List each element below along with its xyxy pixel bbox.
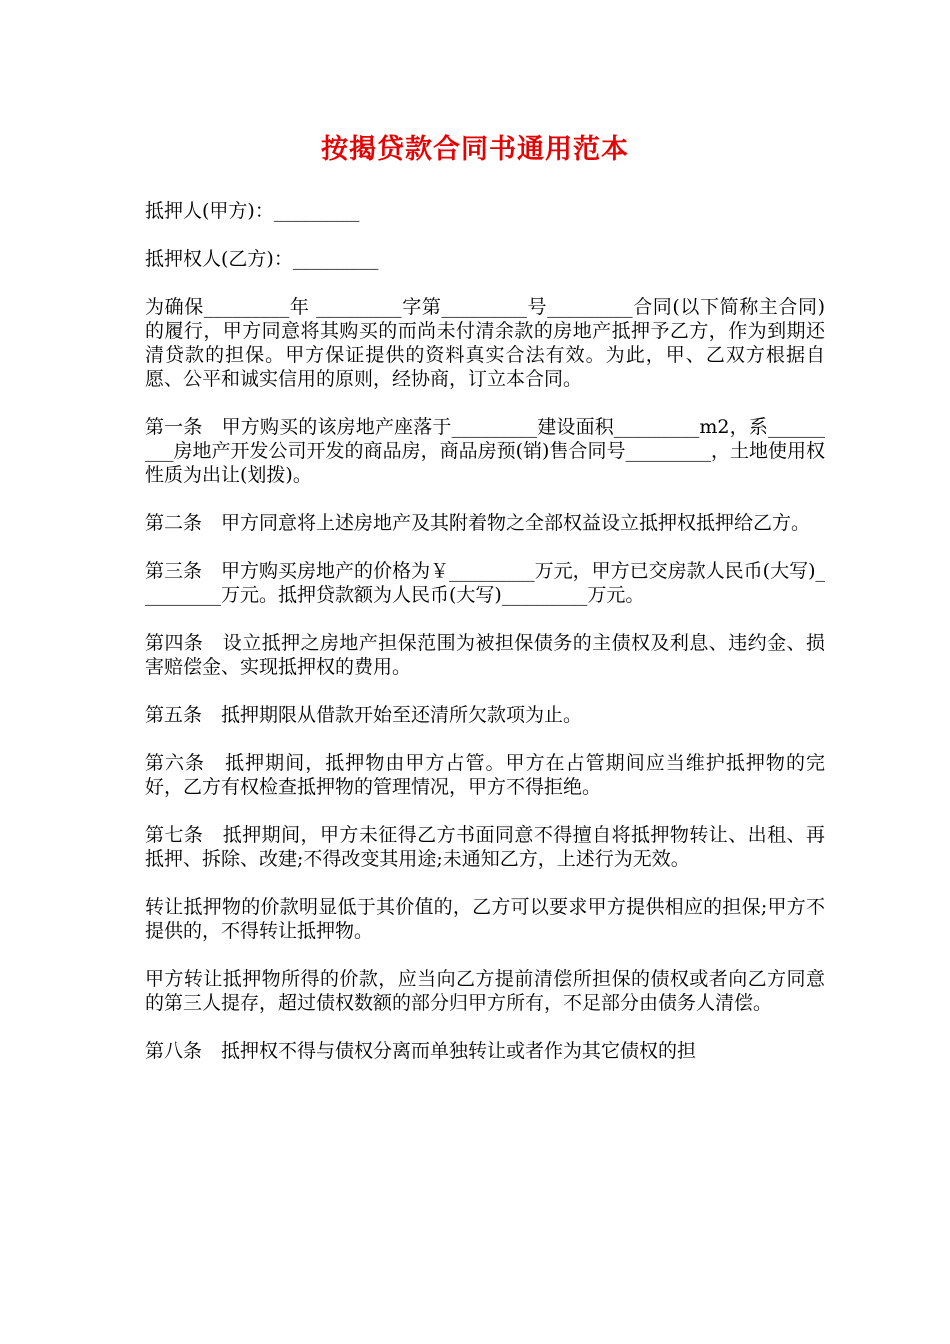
party-b-line: 抵押权人(乙方)：_________ bbox=[145, 248, 379, 270]
preamble-paragraph: 为确保_________年 _________字第_________号_________合同(以下简称主合同)的履行，甲方同意将其购买的而尚未付清余款的房地产抵押予乙方，作为到期还清贷款的担保。甲方保证提供的资料真实合法有效。为此，甲、乙双方根据自愿、公平和诚实信用的原则，经协商，订立本合同。 bbox=[145, 296, 825, 390]
article-4-paragraph: 第四条 设立抵押之房地产担保范围为被担保债务的主债权及利息、违约金、损害赔偿金、实现抵押权的费用。 bbox=[145, 632, 825, 678]
article-7-paragraph: 第七条 抵押期间，甲方未征得乙方书面同意不得擅自将抵押物转让、出租、再抵押、拆除、改建;不得改变其用途;未通知乙方，上述行为无效。 bbox=[145, 824, 825, 870]
article-7-clause-3: 甲方转让抵押物所得的价款，应当向乙方提前清偿所担保的债权或者向乙方同意的第三人提存，超过债权数额的部分归甲方所有，不足部分由债务人清偿。 bbox=[145, 968, 825, 1014]
article-8-paragraph: 第八条 抵押权不得与债权分离而单独转让或者作为其它债权的担 bbox=[145, 1040, 697, 1062]
article-2-paragraph: 第二条 甲方同意将上述房地产及其附着物之全部权益设立抵押权抵押给乙方。 bbox=[145, 512, 811, 534]
article-7-clause-2: 转让抵押物的价款明显低于其价值的，乙方可以要求甲方提供相应的担保;甲方不提供的，不得转让抵押物。 bbox=[145, 896, 825, 942]
article-1-paragraph: 第一条 甲方购买的该房地产座落于_________建设面积_________m2，系_________房地产开发公司开发的商品房，商品房预(销)售合同号_________，土地使用权性质为出让(划拨)。 bbox=[145, 416, 825, 486]
article-3-paragraph: 第三条 甲方购买房地产的价格为￥_________万元，甲方已交房款人民币(大写)_________万元。抵押贷款额为人民币(大写)_________万元。 bbox=[145, 560, 825, 606]
article-5-paragraph: 第五条 抵押期限从借款开始至还清所欠款项为止。 bbox=[145, 704, 583, 726]
party-a-line: 抵押人(甲方)：_________ bbox=[145, 200, 360, 222]
document-title: 按揭贷款合同书通用范本 bbox=[321, 134, 629, 165]
article-6-paragraph: 第六条 抵押期间，抵押物由甲方占管。甲方在占管期间应当维护抵押物的完好，乙方有权检查抵押物的管理情况，甲方不得拒绝。 bbox=[145, 752, 825, 798]
document-body bbox=[145, 199, 825, 1087]
